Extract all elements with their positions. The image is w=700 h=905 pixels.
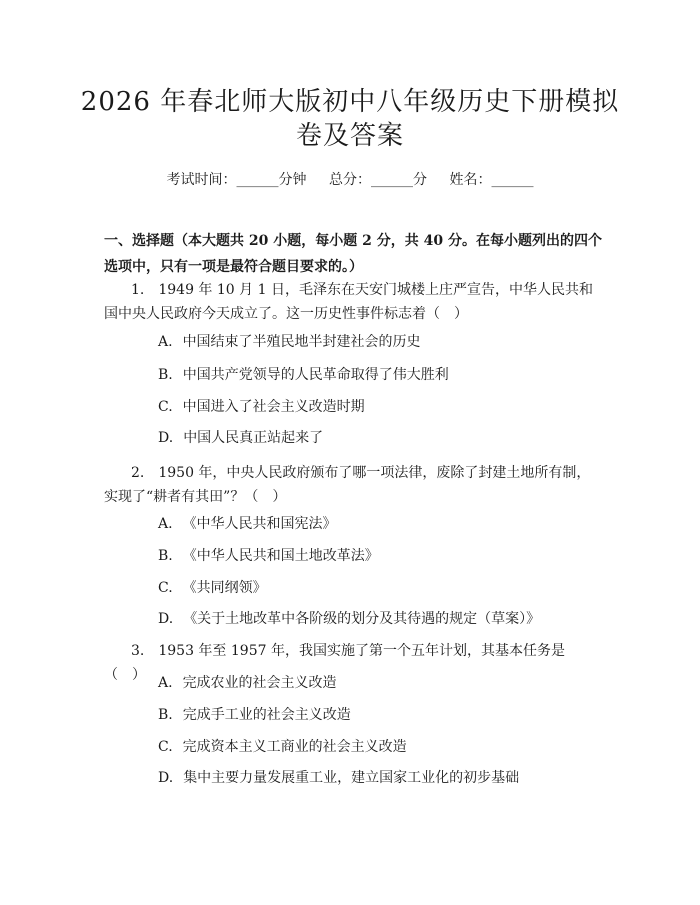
question-1-option-c — [158, 397, 365, 417]
question-3-option-c — [158, 737, 407, 757]
exam-time-field: 考试时间：______分钟 — [166, 172, 307, 188]
question-3-option-d — [158, 768, 519, 788]
option-text: 《中华人民共和国宪法》 — [182, 516, 337, 532]
option-letter: D. — [158, 770, 174, 786]
option-letter: A. — [158, 516, 173, 532]
question-2-option-a — [158, 514, 337, 534]
option-letter: A. — [158, 334, 173, 350]
question-2-option-c — [158, 578, 267, 598]
question-2-option-d — [158, 609, 540, 629]
question-3-text: 3. 1953 年至 1957 年，我国实施了第一个五年计划，其基本任务是（ ） — [104, 643, 565, 683]
option-text: 完成农业的社会主义改造 — [182, 675, 337, 691]
option-letter: B. — [158, 367, 173, 383]
option-text: 完成手工业的社会主义改造 — [182, 707, 351, 723]
option-letter: D. — [158, 430, 174, 446]
question-1-option-d — [158, 428, 323, 448]
option-text: 中国人民真正站起来了 — [183, 430, 324, 446]
exam-name-field: 姓名：______ — [449, 172, 534, 188]
option-text: 《共同纲领》 — [182, 580, 267, 596]
question-2-option-b — [158, 546, 379, 566]
question-1-option-b — [158, 365, 449, 385]
question-2-text: 2. 1950 年，中央人民政府颁布了哪一项法律，废除了封建土地所有制，实现了“耕者有其田”？（ ） — [104, 465, 591, 505]
option-letter: C. — [158, 580, 173, 596]
page-title-line-1: 2026 年春北师大版初中八年级历史下册模拟 — [80, 87, 620, 117]
page-title-line-2: 卷及答案 — [295, 121, 404, 151]
question-1-option-a — [158, 332, 421, 352]
option-letter: B. — [158, 548, 173, 564]
option-letter: C. — [158, 739, 173, 755]
option-letter: A. — [158, 675, 173, 691]
option-text: 《中华人民共和国土地改革法》 — [182, 548, 379, 564]
option-text: 集中主要力量发展重工业，建立国家工业化的初步基础 — [183, 770, 520, 786]
option-letter: C. — [158, 399, 173, 415]
option-letter: D. — [158, 611, 174, 627]
question-3-option-a — [158, 673, 337, 693]
option-text: 中国结束了半殖民地半封建社会的历史 — [182, 334, 421, 350]
option-letter: B. — [158, 707, 173, 723]
option-text: 完成资本主义工商业的社会主义改造 — [182, 739, 407, 755]
option-text: 中国进入了社会主义改造时期 — [182, 399, 365, 415]
exam-info-row — [0, 170, 700, 190]
section-heading: 一、选择题（本大题共 20 小题，每小题 2 分，共 40 分。在每小题列出的四个选项中，只有一项是最符合题目要求的。） — [104, 233, 602, 275]
question-1-text: 1. 1949 年 10 月 1 日，毛泽东在天安门城楼上庄严宣告，中华人民共和国中央人民政府今天成立了。这一历史性事件标志着（ ） — [104, 282, 593, 322]
option-text: 《关于土地改革中各阶级的划分及其待遇的规定（草案）》 — [183, 611, 541, 627]
exam-score-field: 总分：______分 — [329, 172, 427, 188]
option-text: 中国共产党领导的人民革命取得了伟大胜利 — [182, 367, 449, 383]
question-3-option-b — [158, 705, 351, 725]
